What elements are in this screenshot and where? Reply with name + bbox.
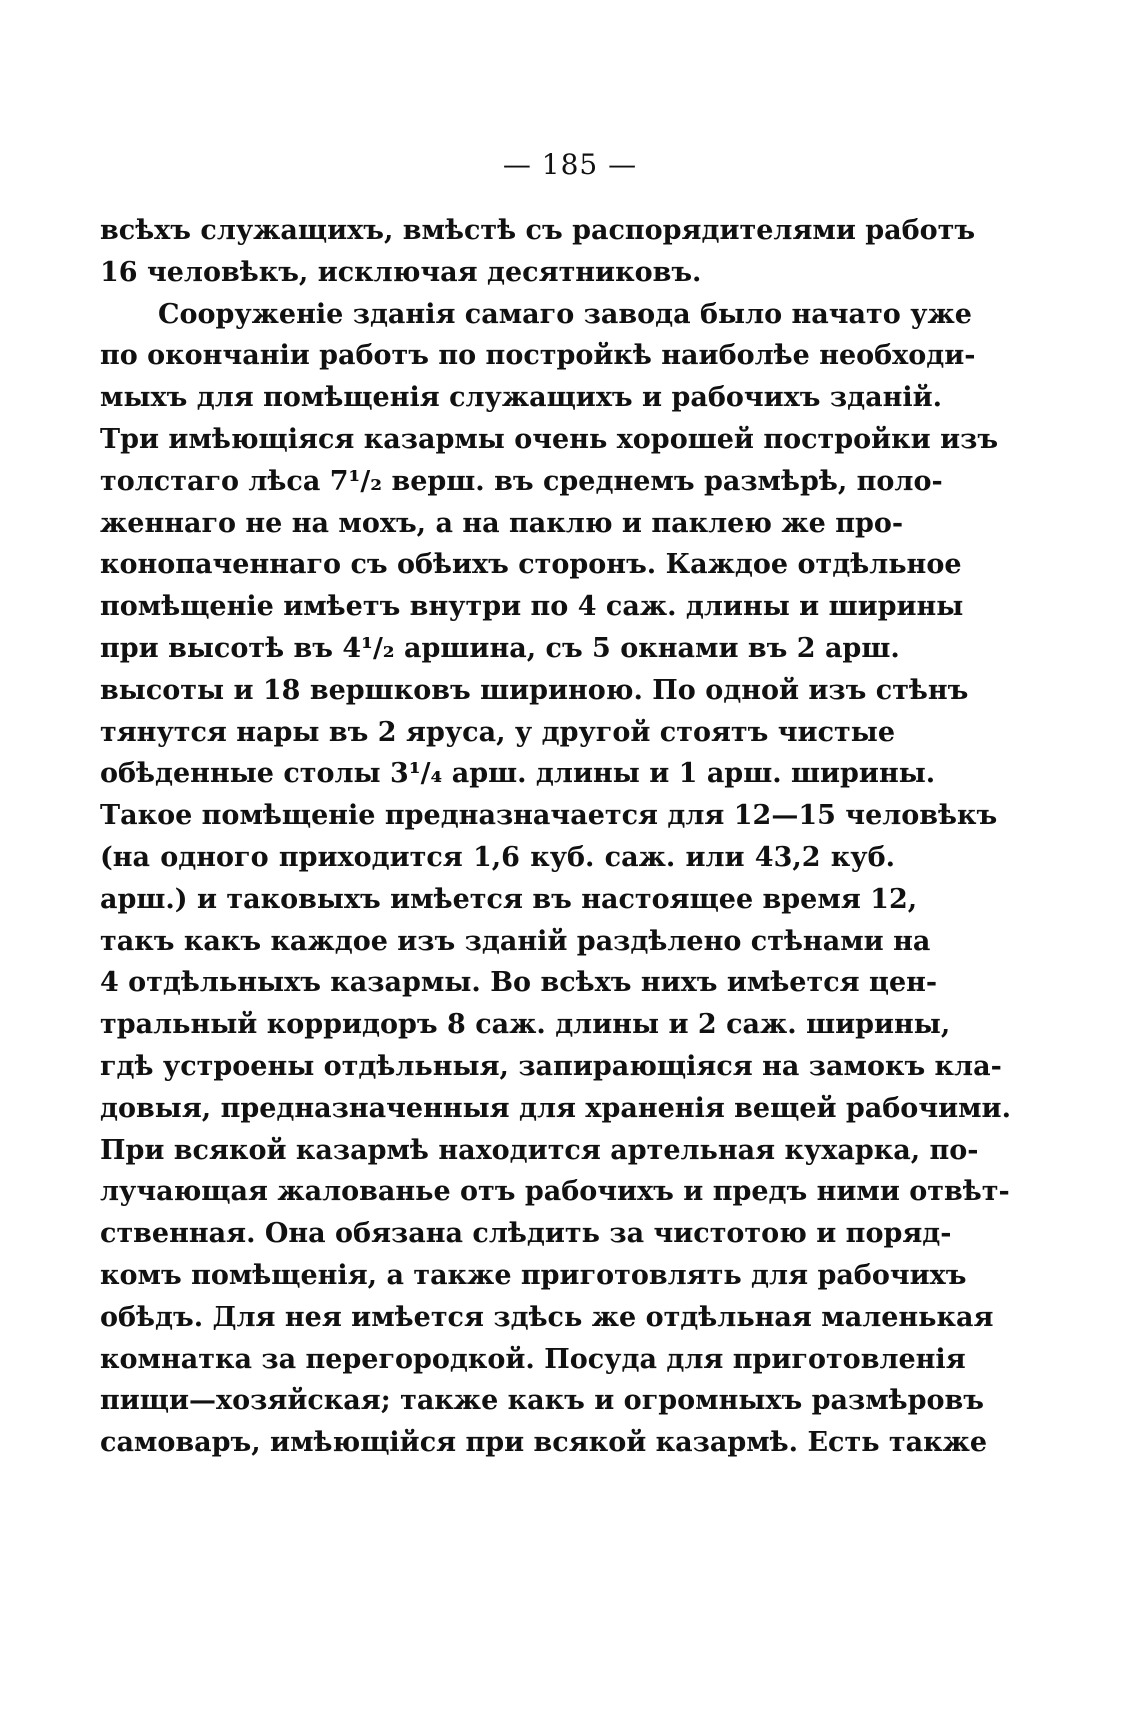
text-line: такъ какъ каждое изъ зданій раздѣлено стѣнами на (100, 925, 931, 957)
text-line: тянутся нары въ 2 яруса, у другой стоятъ чистые (100, 716, 895, 748)
text-line: по окончаніи работъ по постройкѣ наиболѣе необходи- (100, 340, 976, 372)
text-line: Такое помѣщеніе предназначается для 12—15 человѣкъ (100, 800, 998, 832)
text-line: арш.) и таковыхъ имѣется въ настоящее время 12, (100, 883, 918, 915)
text-line: мыхъ для помѣщенія служащихъ и рабочихъ зданій. (100, 382, 943, 414)
text-line: обѣдъ. Для нея имѣется здѣсь же отдѣльная маленькая (100, 1301, 994, 1333)
text-line: лучающая жалованье отъ рабочихъ и предъ ними отвѣт- (100, 1176, 1010, 1208)
text-line: Три имѣющіяся казармы очень хорошей постройки изъ (100, 423, 999, 455)
text-line: высоты и 18 вершковъ шириною. По одной изъ стѣнъ (100, 674, 969, 706)
text-line: при высотѣ въ 4¹/₂ аршина, съ 5 окнами въ 2 арш. (100, 632, 900, 664)
text-line: Сооруженіе зданія самаго завода было начато уже (158, 298, 972, 330)
text-line: комнатка за перегородкой. Посуда для приготовленія (100, 1343, 966, 1375)
text-line: тральный корридоръ 8 саж. длины и 2 саж. ширины, (100, 1009, 951, 1041)
text-line: толстаго лѣса 7¹/₂ верш. въ среднемъ размѣрѣ, поло- (100, 465, 943, 497)
text-line: довыя, предназначенныя для храненія вещей рабочими. (100, 1092, 1011, 1124)
page-number: — 185 — (502, 148, 638, 181)
text-line: 4 отдѣльныхъ казармы. Во всѣхъ нихъ имѣется цен- (100, 967, 938, 999)
text-line: 16 человѣкъ, исключая десятниковъ. (100, 256, 702, 288)
text-line: ственная. Она обязана слѣдить за чистотою и поряд- (100, 1218, 952, 1250)
body-text (100, 210, 1011, 1464)
text-line: (на одного приходится 1,6 куб. саж. или 43,2 куб. (100, 841, 895, 873)
text-line: гдѣ устроены отдѣльныя, запирающіяся на замокъ кла- (100, 1050, 1002, 1082)
text-line: комъ помѣщенія, а также приготовлять для рабочихъ (100, 1259, 967, 1291)
text-line: помѣщеніе имѣетъ внутри по 4 саж. длины и ширины (100, 591, 964, 623)
text-line: конопаченнаго съ обѣихъ сторонъ. Каждое отдѣльное (100, 549, 962, 581)
text-line: обѣденные столы 3¹/₄ арш. длины и 1 арш. ширины. (100, 758, 936, 790)
text-line: всѣхъ служащихъ, вмѣстѣ съ распорядителями работъ (100, 215, 976, 246)
text-line: женнаго не на мохъ, а на паклю и паклею же про- (100, 507, 904, 539)
text-line: пищи—хозяйская; также какъ и огромныхъ размѣровъ (100, 1385, 985, 1417)
text-line: самоваръ, имѣющійся при всякой казармѣ. Есть также (100, 1427, 988, 1459)
text-line: При всякой казармѣ находится артельная кухарка, по- (100, 1134, 979, 1166)
